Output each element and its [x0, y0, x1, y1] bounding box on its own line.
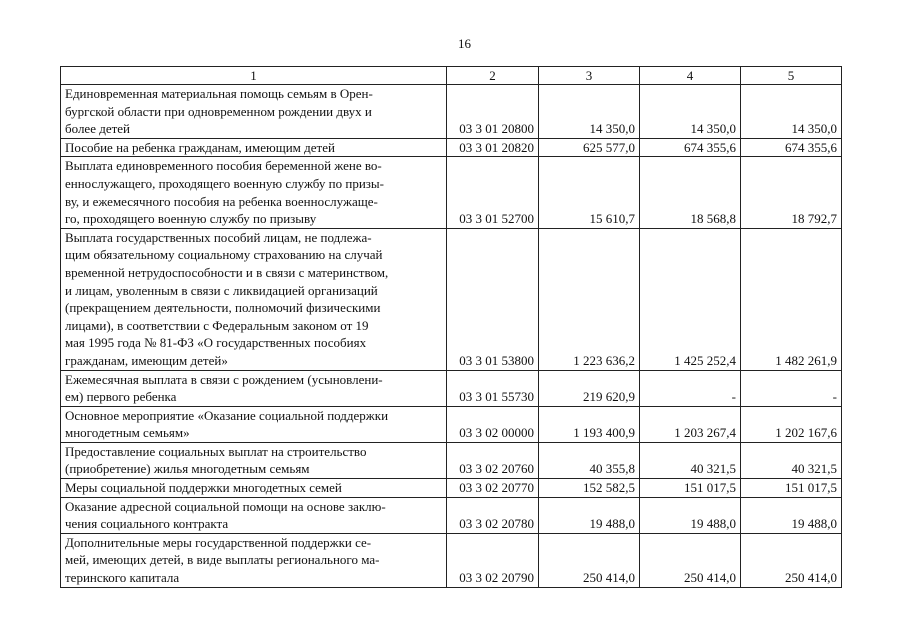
- table-row: [61, 497, 842, 533]
- page-number: 16: [458, 36, 471, 51]
- row-value-col3: 1 223 636,2: [539, 228, 640, 370]
- row-name: [61, 479, 447, 498]
- row-name-line: го, проходящего военную службу по призыву: [65, 211, 317, 227]
- row-value-col5: 40 321,5: [741, 442, 842, 478]
- row-name-line: бургской области при одновременном рождении двух и: [65, 103, 372, 119]
- column-header-3: 3: [539, 67, 640, 85]
- row-name: [61, 406, 447, 442]
- table-row: [61, 442, 842, 478]
- row-code: 03 3 01 52700: [447, 157, 539, 228]
- row-value-col5: 1 202 167,6: [741, 406, 842, 442]
- table-header-row: [61, 67, 842, 85]
- row-value-col5: -: [741, 370, 842, 406]
- row-name-line: гражданам, имеющим детей»: [65, 352, 228, 368]
- row-value-col3: 40 355,8: [539, 442, 640, 478]
- row-code: 03 3 02 20770: [447, 479, 539, 498]
- row-name: [61, 228, 447, 370]
- column-header-5: 5: [741, 67, 842, 85]
- row-code: 03 3 01 20820: [447, 138, 539, 157]
- row-name-line: ем) первого ребенка: [65, 389, 177, 405]
- row-value-col4: 14 350,0: [640, 85, 741, 139]
- column-header-2: 2: [447, 67, 539, 85]
- row-value-col4: 1 425 252,4: [640, 228, 741, 370]
- row-name-line: Предоставление социальных выплат на строительство: [65, 443, 367, 459]
- budget-table: [60, 66, 842, 588]
- row-name-line: и лицам, уволенным в связи с ликвидацией организаций: [65, 282, 378, 298]
- row-code: 03 3 02 20760: [447, 442, 539, 478]
- row-value-col4: 674 355,6: [640, 138, 741, 157]
- row-value-col4: 40 321,5: [640, 442, 741, 478]
- table-row: [61, 138, 842, 157]
- table-row: [61, 157, 842, 228]
- row-name-line: Выплата единовременного пособия беременной жене во-: [65, 158, 382, 174]
- row-name-line: Единовременная материальная помощь семьям в Орен-: [65, 86, 373, 101]
- table-row: [61, 228, 842, 370]
- row-name-line: ву, и ежемесячного пособия на ребенка военнослужаще-: [65, 193, 378, 209]
- row-value-col5: 1 482 261,9: [741, 228, 842, 370]
- row-value-col5: 19 488,0: [741, 497, 842, 533]
- row-name-line: теринского капитала: [65, 570, 180, 586]
- row-value-col4: 18 568,8: [640, 157, 741, 228]
- row-value-col4: 1 203 267,4: [640, 406, 741, 442]
- row-value-col5: 151 017,5: [741, 479, 842, 498]
- row-name-line: Основное мероприятие «Оказание социальной поддержки: [65, 407, 389, 423]
- row-value-col3: 19 488,0: [539, 497, 640, 533]
- row-name-line: временной нетрудоспособности и в связи с материнством,: [65, 264, 389, 280]
- table-row: [61, 370, 842, 406]
- row-name: [61, 85, 447, 139]
- row-name: [61, 497, 447, 533]
- row-name-line: Меры социальной поддержки многодетных семей: [65, 480, 342, 496]
- row-name-line: многодетным семьям»: [65, 425, 190, 441]
- row-value-col5: 250 414,0: [741, 533, 842, 587]
- row-value-col5: 18 792,7: [741, 157, 842, 228]
- row-value-col3: 152 582,5: [539, 479, 640, 498]
- row-value-col3: 250 414,0: [539, 533, 640, 587]
- row-name-line: более детей: [65, 121, 131, 137]
- row-name-line: щим обязательному социальному страхованию на случай: [65, 247, 383, 263]
- row-code: 03 3 01 20800: [447, 85, 539, 139]
- table-body: [61, 85, 842, 588]
- table-row: [61, 533, 842, 587]
- row-value-col4: -: [640, 370, 741, 406]
- row-name-line: Ежемесячная выплата в связи с рождением (усыновлени-: [65, 371, 383, 387]
- row-name-line: (приобретение) жилья многодетным семьям: [65, 461, 310, 477]
- table-row: [61, 85, 842, 139]
- row-value-col5: 674 355,6: [741, 138, 842, 157]
- row-name-line: еннослужащего, проходящего военную службу по призы-: [65, 175, 384, 191]
- row-name-line: чения социального контракта: [65, 516, 229, 532]
- row-code: 03 3 02 00000: [447, 406, 539, 442]
- row-name-line: Дополнительные меры государственной поддержки се-: [65, 534, 372, 550]
- row-name-line: лицами), в соответствии с Федеральным законом от 19: [65, 317, 369, 333]
- row-name-line: (прекращением деятельности, полномочий физическими: [65, 300, 381, 316]
- row-value-col4: 250 414,0: [640, 533, 741, 587]
- row-name: [61, 370, 447, 406]
- row-name-line: Пособие на ребенка гражданам, имеющим детей: [65, 139, 335, 155]
- row-value-col3: 1 193 400,9: [539, 406, 640, 442]
- row-value-col4: 151 017,5: [640, 479, 741, 498]
- row-value-col3: 14 350,0: [539, 85, 640, 139]
- row-code: 03 3 02 20780: [447, 497, 539, 533]
- row-name-line: Оказание адресной социальной помощи на основе заклю-: [65, 498, 386, 514]
- row-value-col5: 14 350,0: [741, 85, 842, 139]
- row-code: 03 3 02 20790: [447, 533, 539, 587]
- row-name-line: Выплата государственных пособий лицам, не подлежа-: [65, 229, 372, 245]
- row-name-line: мей, имеющих детей, в виде выплаты регионального ма-: [65, 552, 380, 568]
- table-row: [61, 479, 842, 498]
- row-name: [61, 533, 447, 587]
- table-row: [61, 406, 842, 442]
- row-name: [61, 157, 447, 228]
- row-name: [61, 442, 447, 478]
- column-header-4: 4: [640, 67, 741, 85]
- row-value-col4: 19 488,0: [640, 497, 741, 533]
- row-name: [61, 138, 447, 157]
- column-header-1: 1: [61, 67, 447, 85]
- row-value-col3: 219 620,9: [539, 370, 640, 406]
- row-name-line: мая 1995 года № 81-ФЗ «О государственных пособиях: [65, 335, 367, 351]
- row-code: 03 3 01 53800: [447, 228, 539, 370]
- row-code: 03 3 01 55730: [447, 370, 539, 406]
- row-value-col3: 625 577,0: [539, 138, 640, 157]
- row-value-col3: 15 610,7: [539, 157, 640, 228]
